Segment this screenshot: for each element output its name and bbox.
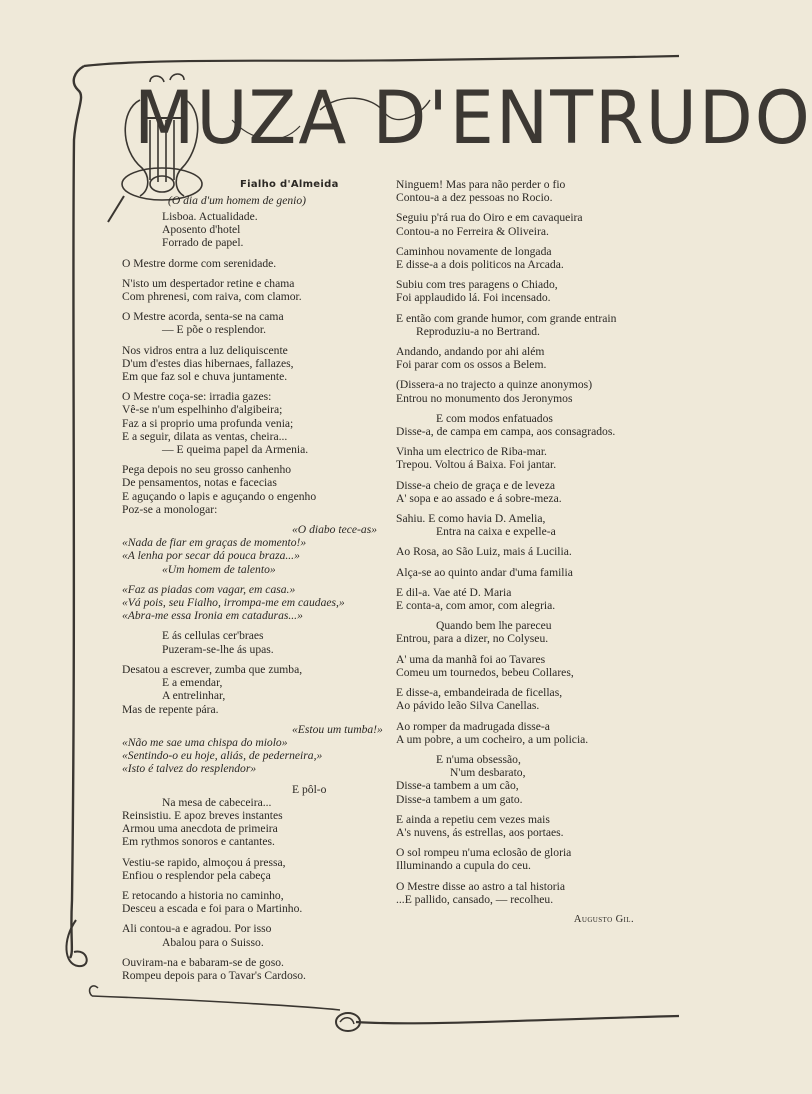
verse-line: N'um desbarato,: [450, 766, 526, 780]
verse-line: Em que faz sol e chuva juntamente.: [122, 370, 288, 384]
stanza: [122, 889, 384, 915]
left-column: [122, 178, 384, 989]
verse-line: Disse-a cheio de graça e de leveza: [396, 478, 555, 492]
verse-line: O sol rompeu n'uma eclosão de gloria: [396, 846, 572, 860]
verse-line: Pega depois no seu grosso canhenho: [122, 463, 292, 477]
stanza: [396, 345, 664, 371]
verse-line: Seguiu p'rá rua do Oiro e em cavaqueira: [396, 211, 583, 225]
stanza: [396, 720, 664, 746]
verse-line: Ao romper da madrugada disse-a: [396, 719, 550, 733]
stanza: [396, 512, 664, 538]
stanza: [396, 653, 664, 679]
stanza: [396, 545, 664, 558]
verse-line: «Sentindo-o eu hoje, aliás, de pederneira,»: [122, 749, 323, 763]
verse-line: E a emendar,: [162, 676, 223, 690]
verse-line: E n'uma obsessão,: [436, 752, 521, 766]
stanza: [122, 783, 384, 849]
stanza: [122, 523, 384, 576]
verse-line: «Abra-me essa Ironia em cataduras...»: [122, 609, 303, 623]
stanza: [396, 178, 664, 204]
stanza: [122, 663, 384, 716]
page-title: MUZA D'ENTRUDO: [134, 74, 812, 162]
verse-line: Aposento d'hotel: [162, 223, 241, 237]
verse-line: «Um homem de talento»: [162, 562, 276, 576]
verse-line: Ninguem! Mas para não perder o fio: [396, 178, 566, 191]
verse-line: N'isto um despertador retine e chama: [122, 276, 295, 290]
verse-line: O Mestre disse ao astro a tal historia: [396, 879, 566, 893]
author-heading: Fialho d'Almeida: [240, 179, 339, 190]
verse-line: «A lenha por secar dá pouca braza...»: [122, 549, 300, 563]
stanza: [396, 245, 664, 271]
verse-line: Ali contou-a e agradou. Por isso: [122, 922, 272, 936]
verse-line: Contou-a a dez pessoas no Rocio.: [396, 191, 553, 205]
left-stanzas: [122, 210, 384, 982]
verse-line: ...E pallido, cansado, — recolheu.: [396, 892, 554, 906]
stanza: [122, 210, 384, 250]
stanza: [396, 880, 664, 906]
verse-line: Lisboa. Actualidade.: [162, 210, 258, 223]
stanza: [122, 583, 384, 623]
stanza: [396, 846, 664, 872]
stanza: [122, 310, 384, 336]
poem-subtitle: (O dia d'um homem de genio): [168, 194, 307, 207]
verse-line: Abalou para o Suisso.: [162, 935, 264, 949]
stanza: [122, 856, 384, 882]
verse-line: (Dissera-a no trajecto a quinze anonymos): [396, 378, 593, 392]
stanza: [396, 312, 664, 338]
verse-line: De pensamentos, notas e facecias: [122, 476, 277, 490]
verse-line: Vinha um electrico de Riba-mar.: [396, 445, 547, 459]
verse-line: «Faz as piadas com vagar, em casa.»: [122, 582, 296, 596]
verse-line: Com phrenesi, com raiva, com clamor.: [122, 290, 302, 304]
verse-line: Reproduziu-a no Bertrand.: [416, 324, 540, 338]
verse-line: A's nuvens, ás estrellas, aos portaes.: [396, 825, 564, 839]
stanza: [396, 686, 664, 712]
verse-line: Contou-a no Ferreira & Oliveira.: [396, 224, 549, 238]
stanza: [122, 956, 384, 982]
signature: Augusto Gil.: [573, 913, 634, 925]
verse-line: Ouviram-na e babaram-se de goso.: [122, 955, 284, 969]
verse-line: Andando, andando por ahi além: [396, 345, 545, 359]
verse-line: A' sopa e ao assado e á sobre-meza.: [396, 491, 562, 505]
verse-line: Entrou, para a dizer, no Colyseu.: [396, 632, 549, 646]
verse-line: D'um d'estes dias hibernaes, fallazes,: [122, 356, 294, 370]
verse-line: Mas de repente pára.: [122, 702, 219, 716]
verse-line: Poz-se a monologar:: [122, 502, 218, 516]
verse-line: Enfiou o resplendor pela cabeça: [122, 868, 271, 882]
verse-line: O Mestre acorda, senta-se na cama: [122, 310, 284, 324]
stanza: [122, 390, 384, 456]
stanza: [396, 566, 664, 579]
verse-line: Caminhou novamente de longada: [396, 244, 552, 258]
stanza: [122, 922, 384, 948]
verse-line: Disse-a, de campa em campa, aos consagrados.: [396, 425, 616, 439]
stanza: [396, 278, 664, 304]
verse-line: E então com grande humor, com grande entrain: [396, 311, 617, 325]
verse-line: «Estou um tumba!»: [292, 722, 383, 736]
verse-line: «Nada de fiar em graças de momento!»: [122, 536, 307, 550]
stanza: [396, 586, 664, 612]
stanza: [122, 257, 384, 270]
verse-line: Disse-a tambem a um cão,: [396, 779, 519, 793]
verse-line: Quando bem lhe pareceu: [436, 619, 552, 633]
verse-line: Forrado de papel.: [162, 236, 244, 250]
stanza: [122, 277, 384, 303]
verse-line: E disse-a a dois politicos na Arcada.: [396, 258, 564, 272]
stanza: [122, 629, 384, 655]
verse-line: Illuminando a cupula do ceu.: [396, 859, 531, 873]
verse-line: Foi applaudido lá. Foi incensado.: [396, 291, 551, 305]
verse-line: Faz a si proprio uma profunda venia;: [122, 416, 294, 430]
verse-line: Em rythmos sonoros e cantantes.: [122, 835, 275, 849]
verse-line: E disse-a, embandeirada de ficellas,: [396, 686, 563, 700]
verse-line: Ao Rosa, ao São Luiz, mais á Lucilia.: [396, 545, 572, 559]
verse-line: Na mesa de cabeceira...: [162, 795, 272, 809]
verse-line: O Mestre coça-se: irradia gazes:: [122, 390, 272, 404]
stanza: [396, 211, 664, 237]
verse-line: Vestiu-se rapido, almoçou á pressa,: [122, 855, 286, 869]
verse-line: Vê-se n'um espelhinho d'algibeira;: [122, 403, 283, 417]
verse-line: Nos vidros entra a luz deliquiscente: [122, 343, 288, 357]
verse-line: Desceu a escada e foi para o Martinho.: [122, 902, 303, 916]
stanza: [396, 378, 664, 404]
stanza: [396, 445, 664, 471]
verse-line: «Isto é talvez do resplendor»: [122, 762, 257, 776]
verse-line: E ainda a repetiu cem vezes mais: [396, 812, 550, 826]
verse-line: — E queima papel da Armenia.: [162, 443, 309, 457]
verse-line: Reinsistiu. E apoz breves instantes: [122, 808, 283, 822]
verse-line: Desatou a escrever, zumba que zumba,: [122, 662, 303, 676]
verse-line: «Vá pois, seu Fialho, irrompa-me em caudaes,»: [122, 596, 345, 610]
verse-line: E ás cellulas cer'braes: [162, 629, 264, 643]
verse-line: «O diabo tece-as»: [292, 523, 378, 537]
verse-line: Comeu um tournedos, bebeu Collares,: [396, 665, 574, 679]
stanza: [396, 412, 664, 438]
verse-line: Entra na caixa e expelle-a: [436, 525, 556, 539]
right-column: [396, 178, 664, 926]
stanza: [122, 723, 384, 776]
verse-line: Disse-a tambem a um gato.: [396, 792, 523, 806]
verse-line: E com modos enfatuados: [436, 411, 553, 425]
verse-line: E aguçando o lapis e aguçando o engenho: [122, 489, 317, 503]
stanza: [122, 344, 384, 384]
verse-line: E a seguir, dilata as ventas, cheira...: [122, 429, 288, 443]
verse-line: Trepou. Voltou á Baixa. Foi jantar.: [396, 458, 557, 472]
verse-line: E pôl-o: [292, 782, 327, 796]
verse-line: Subiu com tres paragens o Chiado,: [396, 278, 558, 292]
verse-line: Ao pávido leão Silva Canellas.: [396, 699, 540, 713]
verse-line: Puzeram-se-lhe ás upas.: [162, 642, 274, 656]
stanza: [396, 619, 664, 645]
verse-line: Armou uma anecdota de primeira: [122, 822, 278, 836]
verse-line: Alça-se ao quinto andar d'uma familia: [396, 565, 573, 579]
verse-line: A um pobre, a um cocheiro, a um policia.: [396, 732, 589, 746]
stanza: [396, 813, 664, 839]
stanza: [396, 753, 664, 806]
verse-line: E conta-a, com amor, com alegria.: [396, 599, 556, 613]
verse-line: E retocando a historia no caminho,: [122, 888, 284, 902]
verse-line: Rompeu depois para o Tavar's Cardoso.: [122, 968, 306, 982]
verse-line: A entrelinhar,: [162, 689, 226, 703]
verse-line: A' uma da manhã foi ao Tavares: [396, 652, 546, 666]
verse-line: — E põe o resplendor.: [162, 323, 266, 337]
verse-line: Sahiu. E como havia D. Amelia,: [396, 512, 546, 526]
verse-line: Entrou no monumento dos Jeronymos: [396, 391, 573, 405]
verse-line: «Não me sae uma chispa do miolo»: [122, 735, 288, 749]
right-stanzas: [396, 178, 664, 906]
stanza: [122, 463, 384, 516]
verse-line: O Mestre dorme com serenidade.: [122, 256, 277, 270]
stanza: [396, 479, 664, 505]
verse-line: Foi parar com os ossos a Belem.: [396, 358, 547, 372]
verse-line: E dil-a. Vae até D. Maria: [396, 585, 512, 599]
